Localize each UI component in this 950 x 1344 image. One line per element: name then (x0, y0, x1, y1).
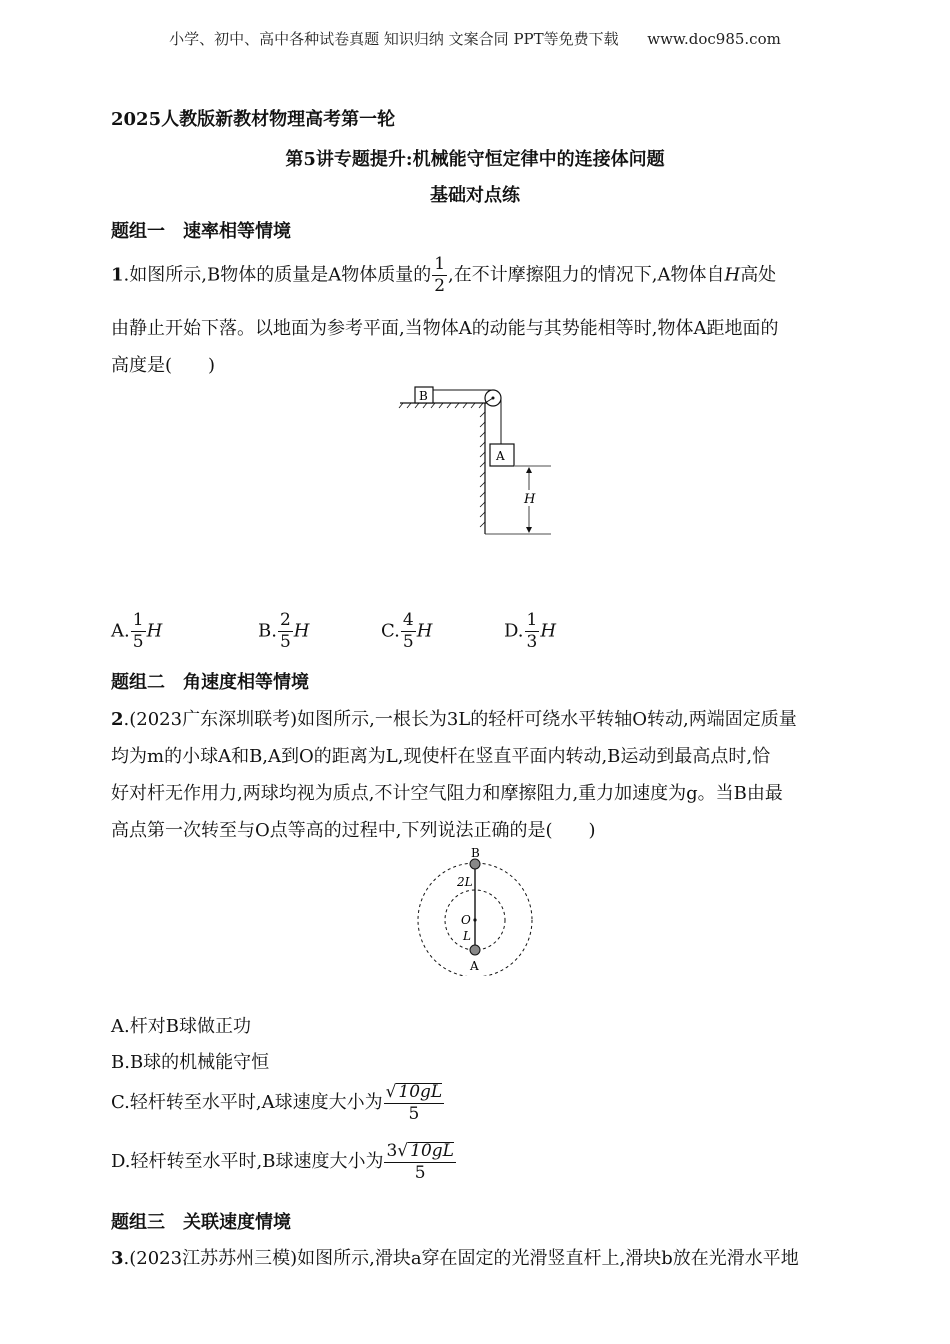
page-header: 小学、初中、高中各种试卷真题 知识归纳 文案合同 PPT等免费下载 www.doc985.com (169, 30, 781, 48)
group-heading-1: 题组一 速率相等情境 (111, 221, 291, 242)
block-b-label: B (419, 389, 428, 403)
q1-pulley-figure (395, 382, 560, 542)
q3-line-1: 3.(2023江苏苏州三模)如图所示,滑块a穿在固定的光滑竖直杆上,滑块b放在光滑水平地 (111, 1248, 799, 1269)
q1-option-b[interactable]: B. $\frac{2}{5}$ H (258, 610, 310, 652)
q2-line-4: 高点第一次转至与O点等高的过程中,下列说法正确的是( ) (111, 820, 596, 841)
height-h-label: H (524, 492, 536, 507)
q2-line-3: 好对杆无作用力,两球均视为质点,不计空气阻力和摩擦阻力,重力加速度为g。当B由最 (111, 783, 783, 804)
q2-line-1: 2.(2023广东深圳联考)如图所示,一根长为3L的轻杆可绕水平转轴O转动,两端固定质量 (111, 709, 797, 730)
group-heading-2: 题组二 角速度相等情境 (111, 672, 309, 693)
axis-o-dot (473, 918, 476, 921)
ball-a (470, 945, 480, 955)
block-a-label: A (496, 449, 505, 463)
q2-rotating-rod-figure (412, 846, 542, 976)
q2-number: 2 (111, 709, 124, 730)
q2-option-b[interactable]: B.B球的机械能守恒 (111, 1052, 270, 1073)
q2-option-a[interactable]: A.杆对B球做正功 (111, 1016, 251, 1037)
q2-option-d[interactable]: D.轻杆转至水平时,B球速度大小为 $\frac{3√ 10gL}{5}$ (111, 1141, 454, 1183)
q2-line-2: 均为m的小球A和B,A到O的距离为L,现使杆在竖直平面内转动,B运动到最高点时,恰 (111, 746, 771, 767)
q1-line-2: 由静止开始下落。以地面为参考平面,当物体A的动能与其势能相等时,物体A距地面的 (111, 318, 779, 339)
q1-line-3: 高度是( ) (111, 355, 216, 376)
ball-a-label: A (470, 959, 479, 973)
q1-number: 1 (111, 264, 124, 286)
length-2l-label: 2L (457, 875, 473, 889)
q1-fraction: $\frac{1}{2}$ (434, 254, 446, 296)
q1-option-d[interactable]: D. $\frac{1}{3}$ H (504, 610, 557, 652)
axis-o-label: O (461, 913, 471, 927)
q2-option-c[interactable]: C.轻杆转至水平时,A球速度大小为 $\frac{√ 10gL}{5}$ (111, 1082, 443, 1124)
q3-number: 3 (111, 1248, 124, 1269)
ball-b (470, 859, 480, 869)
group-heading-3: 题组三 关联速度情境 (111, 1212, 291, 1233)
q1-line-1: 1.如图所示,B物体的质量是A物体质量的 $\frac{1}{2}$ ,在不计摩擦阻力的情况下,A物体自H高处 (111, 254, 777, 296)
ball-b-label: B (471, 846, 480, 860)
doc-title: 2025人教版新教材物理高考第一轮 (111, 109, 396, 130)
q1-option-c[interactable]: C. $\frac{4}{5}$ H (381, 610, 433, 652)
section-title: 基础对点练 (430, 185, 520, 206)
lesson-title: 第5讲专题提升:机械能守恒定律中的连接体问题 (285, 149, 665, 170)
length-l-label: L (463, 929, 471, 943)
q1-option-a[interactable]: A. $\frac{1}{5}$ H (111, 610, 163, 652)
